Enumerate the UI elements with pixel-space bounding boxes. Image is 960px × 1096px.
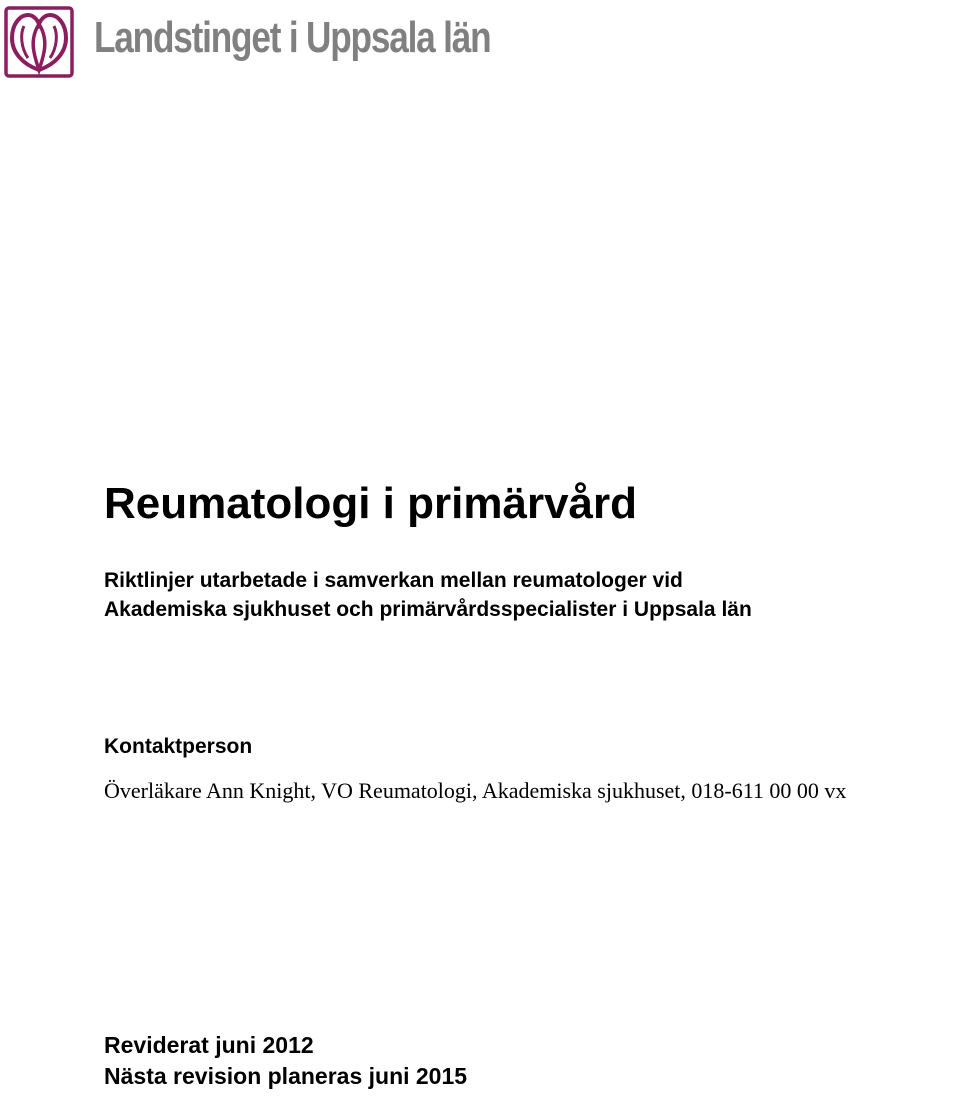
- subtitle-line: Akademiska sjukhuset och primärvårdsspecialister i Uppsala län: [104, 598, 752, 621]
- subtitle-line: Riktlinjer utarbetade i samverkan mellan reumatologer vid: [104, 569, 683, 592]
- contact-person-details: Överläkare Ann Knight, VO Reumatologi, Akademiska sjukhuset, 018-611 00 00 vx: [104, 778, 847, 803]
- contact-heading: Kontaktperson: [104, 735, 253, 758]
- next-revision-date: Nästa revision planeras juni 2015: [104, 1063, 468, 1089]
- document-subtitle: [104, 566, 752, 624]
- revision-date: Reviderat juni 2012: [104, 1032, 314, 1058]
- county-council-emblem-icon: [4, 6, 74, 78]
- organization-name: Landstinget i Uppsala län: [94, 13, 491, 62]
- revision-info: [104, 1030, 467, 1092]
- document-title: Reumatologi i primärvård: [104, 479, 638, 528]
